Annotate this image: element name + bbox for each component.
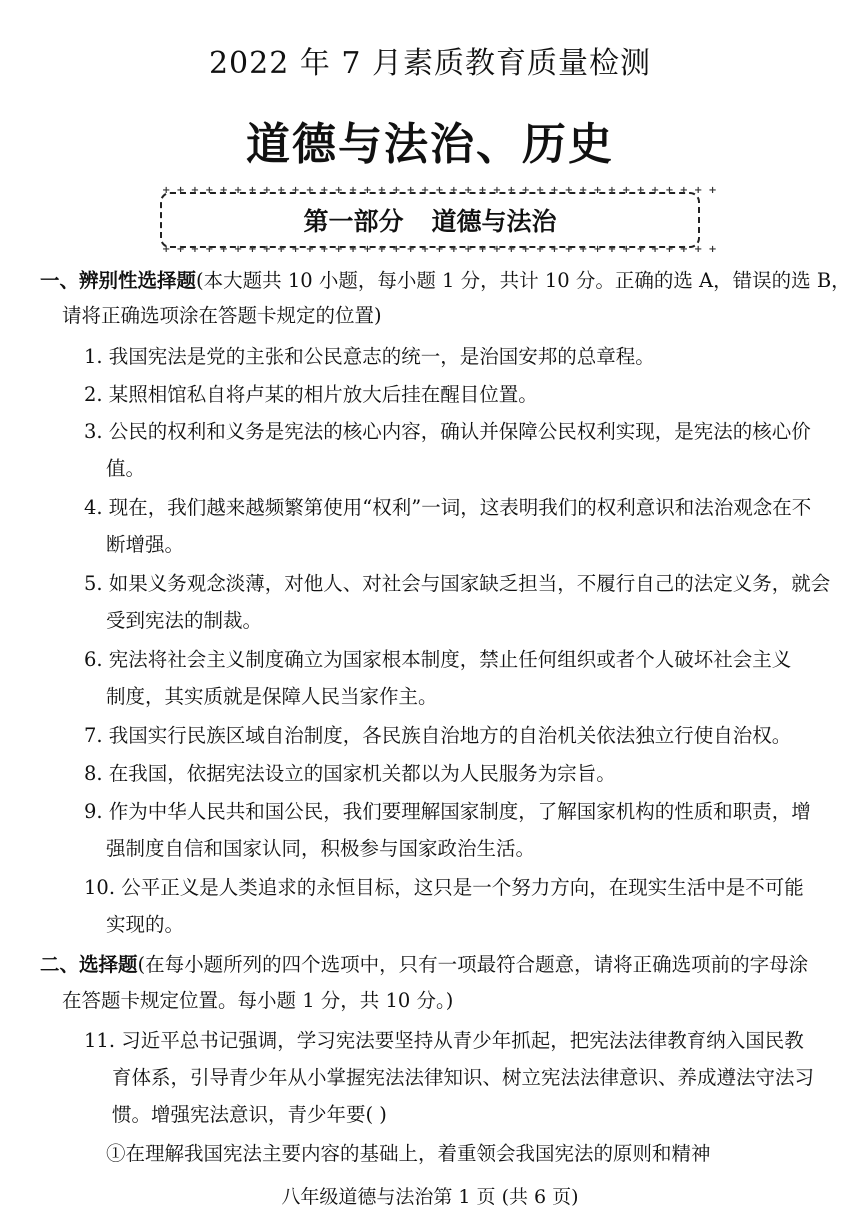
question-5: 5. 如果义务观念淡薄，对他人、对社会与国家缺乏担当，不履行自己的法定义务，就会 xyxy=(84,572,831,595)
question-11: 11. 习近平总书记强调，学习宪法要坚持从青少年抓起，把宪法法律教育纳入国民教 xyxy=(84,1029,804,1052)
question-10: 10. 公平正义是人类追求的永恒目标，这只是一个努力方向，在现实生活中是不可能 xyxy=(84,876,804,899)
exam-title: 2022 年 7 月素质教育质量检测 xyxy=(208,46,652,81)
question-4-cont: 断增强。 xyxy=(106,533,185,556)
section1-intro: (本大题共 10 小题，每小题 1 分，共计 10 分。正确的选 A，错误的选 B， xyxy=(196,269,851,292)
section2-title: 二、选择题 xyxy=(40,953,138,976)
question-11-cont-1: 育体系，引导青少年从小掌握宪法法律知识、树立宪法法律意识、养成遵法守法习 xyxy=(112,1066,815,1089)
section1-intro-line2: 请将正确选项涂在答题卡规定的位置) xyxy=(62,304,382,327)
subject-title: 道德与法治、历史 xyxy=(246,119,614,170)
question-7: 7. 我国实行民族区域自治制度，各民族自治地方的自治机关依法独立行使自治权。 xyxy=(84,724,792,747)
section1-title: 一、辨别性选择题 xyxy=(40,269,197,292)
question-6-cont: 制度，其实质就是保障人民当家作主。 xyxy=(106,685,438,708)
question-5-cont: 受到宪法的制裁。 xyxy=(106,609,263,632)
question-9: 9. 作为中华人民共和国公民，我们要理解国家制度，了解国家机构的性质和职责，增 xyxy=(84,800,811,823)
page-footer: 八年级道德与法治第 1 页 (共 6 页) xyxy=(281,1186,579,1208)
section2-heading xyxy=(40,955,808,975)
question-9-cont: 强制度自信和国家认同，积极参与国家政治生活。 xyxy=(106,837,536,860)
part-name: 道德与法治 xyxy=(431,207,557,236)
section2-intro: (在每小题所列的四个选项中，只有一项最符合题意，请将正确选项前的字母涂 xyxy=(137,953,809,976)
question-4: 4. 现在，我们越来越频繁第使用“权利”一词，这表明我们的权利意识和法治观念在不 xyxy=(84,496,812,519)
decorative-border-top: +++++++++++++++++++++++++++++++++++++++ xyxy=(162,185,723,196)
question-11-option-1: ①在理解我国宪法主要内容的基础上，着重领会我国宪法的原则和精神 xyxy=(106,1142,711,1165)
question-11-cont-2: 惯。增强宪法意识，青少年要( ) xyxy=(112,1103,387,1126)
question-3: 3. 公民的权利和义务是宪法的核心内容，确认并保障公民权利实现，是宪法的核心价 xyxy=(84,420,811,443)
part-label: 第一部分 xyxy=(303,207,404,236)
question-10-cont: 实现的。 xyxy=(106,913,185,936)
question-8: 8. 在我国，依据宪法设立的国家机关都以为人民服务为宗旨。 xyxy=(84,762,616,785)
section1-heading xyxy=(40,271,851,291)
question-3-cont: 值。 xyxy=(106,457,146,480)
question-1: 1. 我国宪法是党的主张和公民意志的统一，是治国安邦的总章程。 xyxy=(84,345,655,368)
section2-intro-line2: 在答题卡规定位置。每小题 1 分，共 10 分。) xyxy=(62,989,454,1012)
part-heading-box xyxy=(160,185,723,255)
question-6: 6. 宪法将社会主义制度确立为国家根本制度，禁止任何组织或者个人破坏社会主义 xyxy=(84,648,792,671)
decorative-border-bottom: +++++++++++++++++++++++++++++++++++++++ xyxy=(162,244,723,255)
question-2: 2. 某照相馆私自将卢某的相片放大后挂在醒目位置。 xyxy=(84,383,538,406)
